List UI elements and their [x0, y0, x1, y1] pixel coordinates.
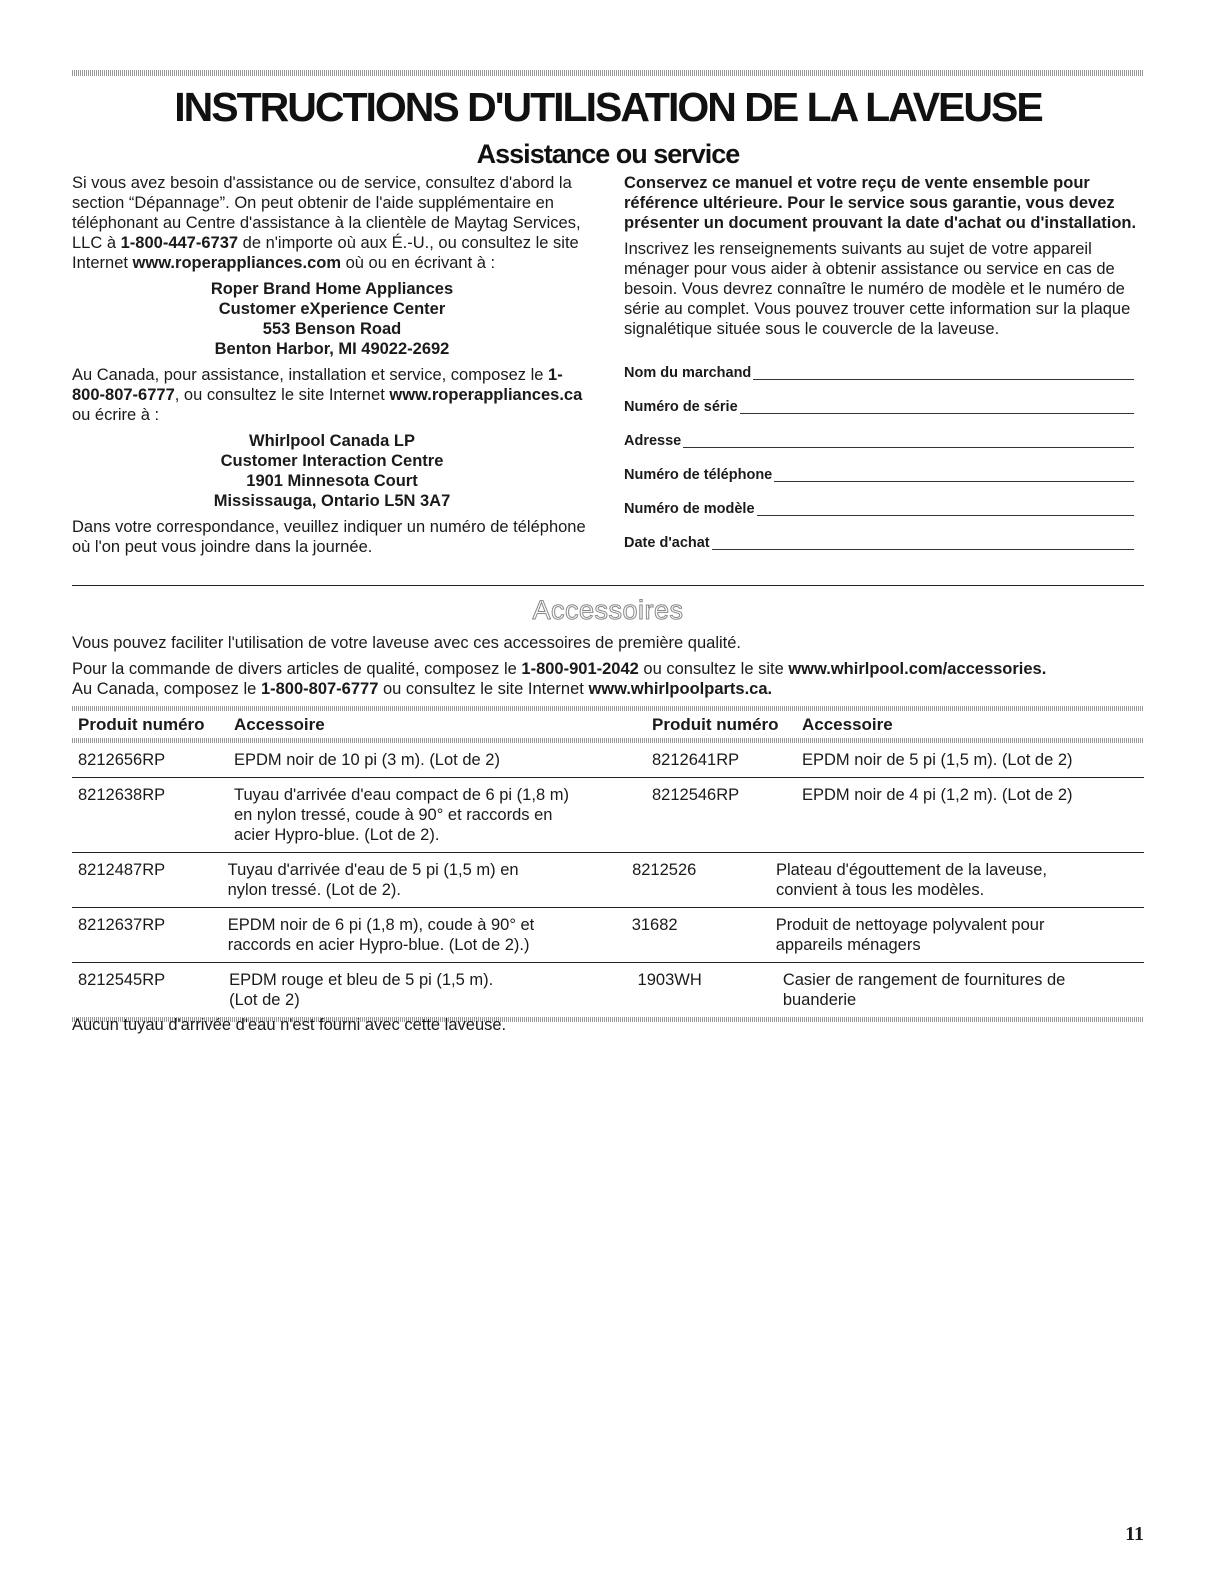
table-cell: Tuyau d'arrivée d'eau de 5 pi (1,5 m) en nylon tressé. (Lot de 2). — [227, 861, 519, 899]
table-row — [72, 853, 1144, 908]
correspondence-paragraph: Dans votre correspondance, veuillez indiquer un numéro de téléphone où l'on peut vous joindre dans la journée. — [72, 518, 586, 556]
table-cell: Casier de rangement de fournitures de buanderie — [782, 971, 1066, 1009]
address-line: Mississauga, Ontario L5N 3A7 — [213, 492, 451, 510]
field-label: Numéro de téléphone — [624, 467, 773, 483]
table-cell: EPDM noir de 4 pi (1,2 m). (Lot de 2) — [802, 786, 1073, 804]
table-cell: EPDM noir de 5 pi (1,5 m). (Lot de 2) — [802, 751, 1073, 769]
field-label: Date d'achat — [624, 535, 710, 551]
dealer-name-field[interactable] — [624, 349, 1134, 383]
address-field[interactable] — [624, 417, 1134, 451]
canada-phone: 1-800-807-6777 — [72, 366, 563, 404]
table-cell: Plateau d'égouttement de la laveuse, convient à tous les modèles. — [775, 861, 1047, 899]
model-number-field[interactable] — [624, 485, 1134, 519]
us-phone: 1-800-447-6737 — [120, 234, 239, 252]
table-row — [72, 908, 1144, 963]
keep-manual-note: Conservez ce manuel et votre reçu de vente ensemble pour référence ultérieure. Pour le service sous garantie, vous devez présenter un document prouvant la date d'achat ou d'installation. — [624, 174, 1137, 232]
fill-line — [712, 549, 1134, 550]
fill-line — [753, 379, 1134, 380]
canada-website-link[interactable]: www.roperappliances.ca — [389, 386, 583, 404]
text: Pour la commande de divers articles de qualité, composez le — [72, 660, 522, 678]
table-header — [72, 711, 1144, 738]
address-line: Customer eXperience Center — [218, 300, 446, 318]
table-cell: 8212641RP — [652, 751, 740, 769]
table-row — [72, 778, 1144, 853]
text: ou consultez le site — [638, 660, 789, 678]
text: Au Canada, pour assistance, installation et service, composez le — [72, 366, 549, 384]
accessories-intro — [72, 633, 1144, 705]
table-cell: 8212545RP — [78, 971, 166, 989]
page-title: INSTRUCTIONS D'UTILISATION DE LA LAVEUSE — [174, 84, 1042, 130]
address-line: Customer Interaction Centre — [220, 452, 444, 470]
field-label: Nom du marchand — [624, 365, 752, 381]
no-hose-footnote: Aucun tuyau d'arrivée d'eau n'est fourni avec cette laveuse. — [72, 1016, 507, 1034]
table-cell: 31682 — [631, 916, 678, 934]
table-cell: 8212487RP — [78, 861, 166, 879]
table-row — [72, 743, 1144, 778]
header-cell: Accessoire — [802, 714, 893, 734]
fill-line — [683, 447, 1134, 448]
table-cell: 8212526 — [632, 861, 697, 879]
assistance-us-paragraph — [72, 173, 592, 273]
record-info-paragraph: Inscrivez les renseignements suivants au sujet de votre appareil ménager pour vous aider à obtenir assistance ou service en cas de besoin. Vous devrez connaître le numéro de modèle et le numéro de série au complet. Vous pouvez trouver cette information sur la plaque signalétique située sous le couvercle de la laveuse. — [624, 240, 1131, 338]
page-number: 11 — [1125, 1523, 1144, 1545]
table-cell: 8212638RP — [78, 786, 166, 804]
field-label: Adresse — [624, 433, 682, 449]
section-divider — [72, 585, 1144, 586]
text: Si vous avez besoin d'assistance ou de service, consultez d'abord la section “Dépannage”. On peut obtenir de l'aide supplémentaire en téléphonant au Centre d'assistance à la clientèle de Maytag Services, LLC à — [72, 174, 581, 252]
assistance-right-column — [624, 173, 1144, 553]
accessories-table — [72, 706, 1144, 1022]
order-phone: 1-800-901-2042 — [521, 660, 639, 678]
top-hatch-rule — [72, 70, 1144, 76]
assistance-left-column — [72, 173, 592, 563]
field-label: Numéro de modèle — [624, 501, 755, 517]
canada-order-phone: 1-800-807-6777 — [260, 680, 379, 698]
table-row — [72, 963, 1144, 1017]
fill-line — [740, 413, 1134, 414]
assistance-canada-paragraph — [72, 365, 592, 425]
table-cell: Tuyau d'arrivée d'eau compact de 6 pi (1,8 m) en nylon tressé, coude à 90° et raccords en acier Hypro-blue. (Lot de 2). — [234, 786, 569, 844]
text: où ou en écrivant à : — [341, 254, 496, 272]
table-cell: EPDM noir de 6 pi (1,8 m), coude à 90° et raccords en acier Hypro-blue. (Lot de 2).) — [227, 916, 535, 954]
address-line: Benton Harbor, MI 49022-2692 — [214, 340, 450, 358]
owner-record-form — [624, 349, 1144, 553]
purchase-date-field[interactable] — [624, 519, 1134, 553]
text: ou consultez le site Internet — [378, 680, 589, 698]
phone-number-field[interactable] — [624, 451, 1134, 485]
accessories-intro-line: Vous pouvez faciliter l'utilisation de votre laveuse avec ces accessoires de première qualité. — [72, 634, 741, 652]
canada-parts-website-link[interactable]: www.whirlpoolparts.ca. — [588, 680, 773, 698]
text: de n'importe où aux É.-U., ou consultez le site Internet — [72, 234, 579, 272]
canada-address — [72, 431, 592, 511]
fill-line — [774, 481, 1134, 482]
text: Au Canada, composez le — [72, 680, 261, 698]
address-line: Roper Brand Home Appliances — [210, 280, 454, 298]
address-line: 553 Benson Road — [262, 320, 402, 338]
fill-line — [757, 515, 1134, 516]
table-cell: 8212546RP — [652, 786, 740, 804]
table-cell: Produit de nettoyage polyvalent pour appareils ménagers — [775, 916, 1045, 954]
table-cell: 8212637RP — [78, 916, 166, 934]
text: ou écrire à : — [72, 406, 160, 424]
table-cell: 8212656RP — [78, 751, 166, 769]
table-cell: EPDM rouge et bleu de 5 pi (1,5 m). (Lot de 2) — [229, 971, 494, 1009]
us-website-link[interactable]: www.roperappliances.com — [132, 254, 341, 272]
table-cell: EPDM noir de 10 pi (3 m). (Lot de 2) — [234, 751, 500, 769]
serial-number-field[interactable] — [624, 383, 1134, 417]
field-label: Numéro de série — [624, 399, 738, 415]
address-line: Whirlpool Canada LP — [249, 432, 415, 450]
header-cell: Produit numéro — [78, 714, 205, 734]
section-title-accessories: Accessoires — [532, 595, 684, 625]
header-cell: Accessoire — [234, 714, 325, 734]
accessories-website-link[interactable]: www.whirlpool.com/accessories. — [788, 660, 1047, 678]
text: , ou consultez le site Internet — [174, 386, 390, 404]
header-cell: Produit numéro — [652, 714, 779, 734]
us-address — [72, 279, 592, 359]
table-cell: 1903WH — [637, 971, 702, 989]
accessories-order-lines — [72, 659, 1144, 699]
section-title-assistance: Assistance ou service — [476, 139, 740, 169]
address-line: 1901 Minnesota Court — [246, 472, 418, 490]
